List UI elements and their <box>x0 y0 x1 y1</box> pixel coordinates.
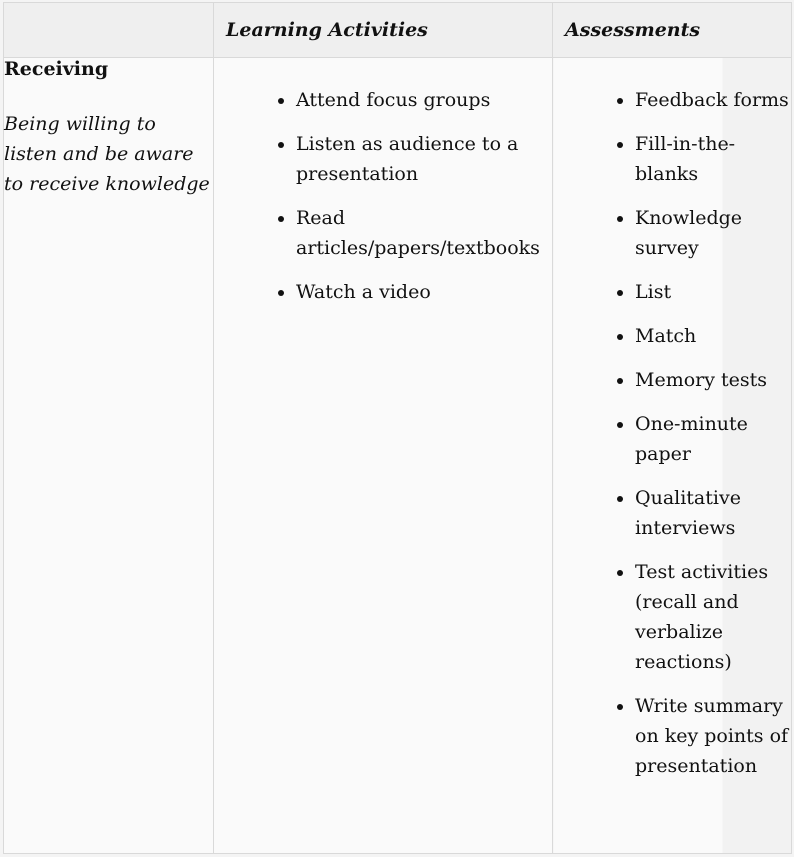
level-cell <box>4 58 214 854</box>
list-item: • Listen as audience to a presentation <box>296 129 552 189</box>
level-description: Being willing to listen and be aware to receive knowledge <box>4 113 210 195</box>
list-item: • Memory tests <box>635 365 791 395</box>
list-item: • Fill-in-the-blanks <box>635 129 791 189</box>
list-item: • Attend focus groups <box>296 85 552 115</box>
header-learning-activities: Learning Activities <box>214 3 553 58</box>
assessments-list <box>553 58 791 781</box>
list-item: • Feedback forms <box>635 85 791 115</box>
list-item: • One-minute paper <box>635 409 791 469</box>
header-assessments: Assessments <box>553 3 792 58</box>
list-item: • Qualitative interviews <box>635 483 791 543</box>
level-title: Receiving <box>4 58 109 80</box>
learning-activities-list <box>214 58 552 307</box>
list-item: • Read articles/papers/textbooks <box>296 203 552 263</box>
header-row <box>4 3 792 58</box>
list-item: • Test activities (recall and verbalize reactions) <box>635 557 791 677</box>
learning-activities-cell <box>214 58 553 854</box>
list-item: • Write summary on key points of presentation <box>635 691 791 781</box>
activities-assessments-table <box>3 2 792 854</box>
list-item: • Knowledge survey <box>635 203 791 263</box>
assessments-cell <box>553 58 792 854</box>
table-row <box>4 58 792 854</box>
list-item: • Match <box>635 321 791 351</box>
list-item: • Watch a video <box>296 277 552 307</box>
header-level <box>4 3 214 58</box>
list-item: • List <box>635 277 791 307</box>
